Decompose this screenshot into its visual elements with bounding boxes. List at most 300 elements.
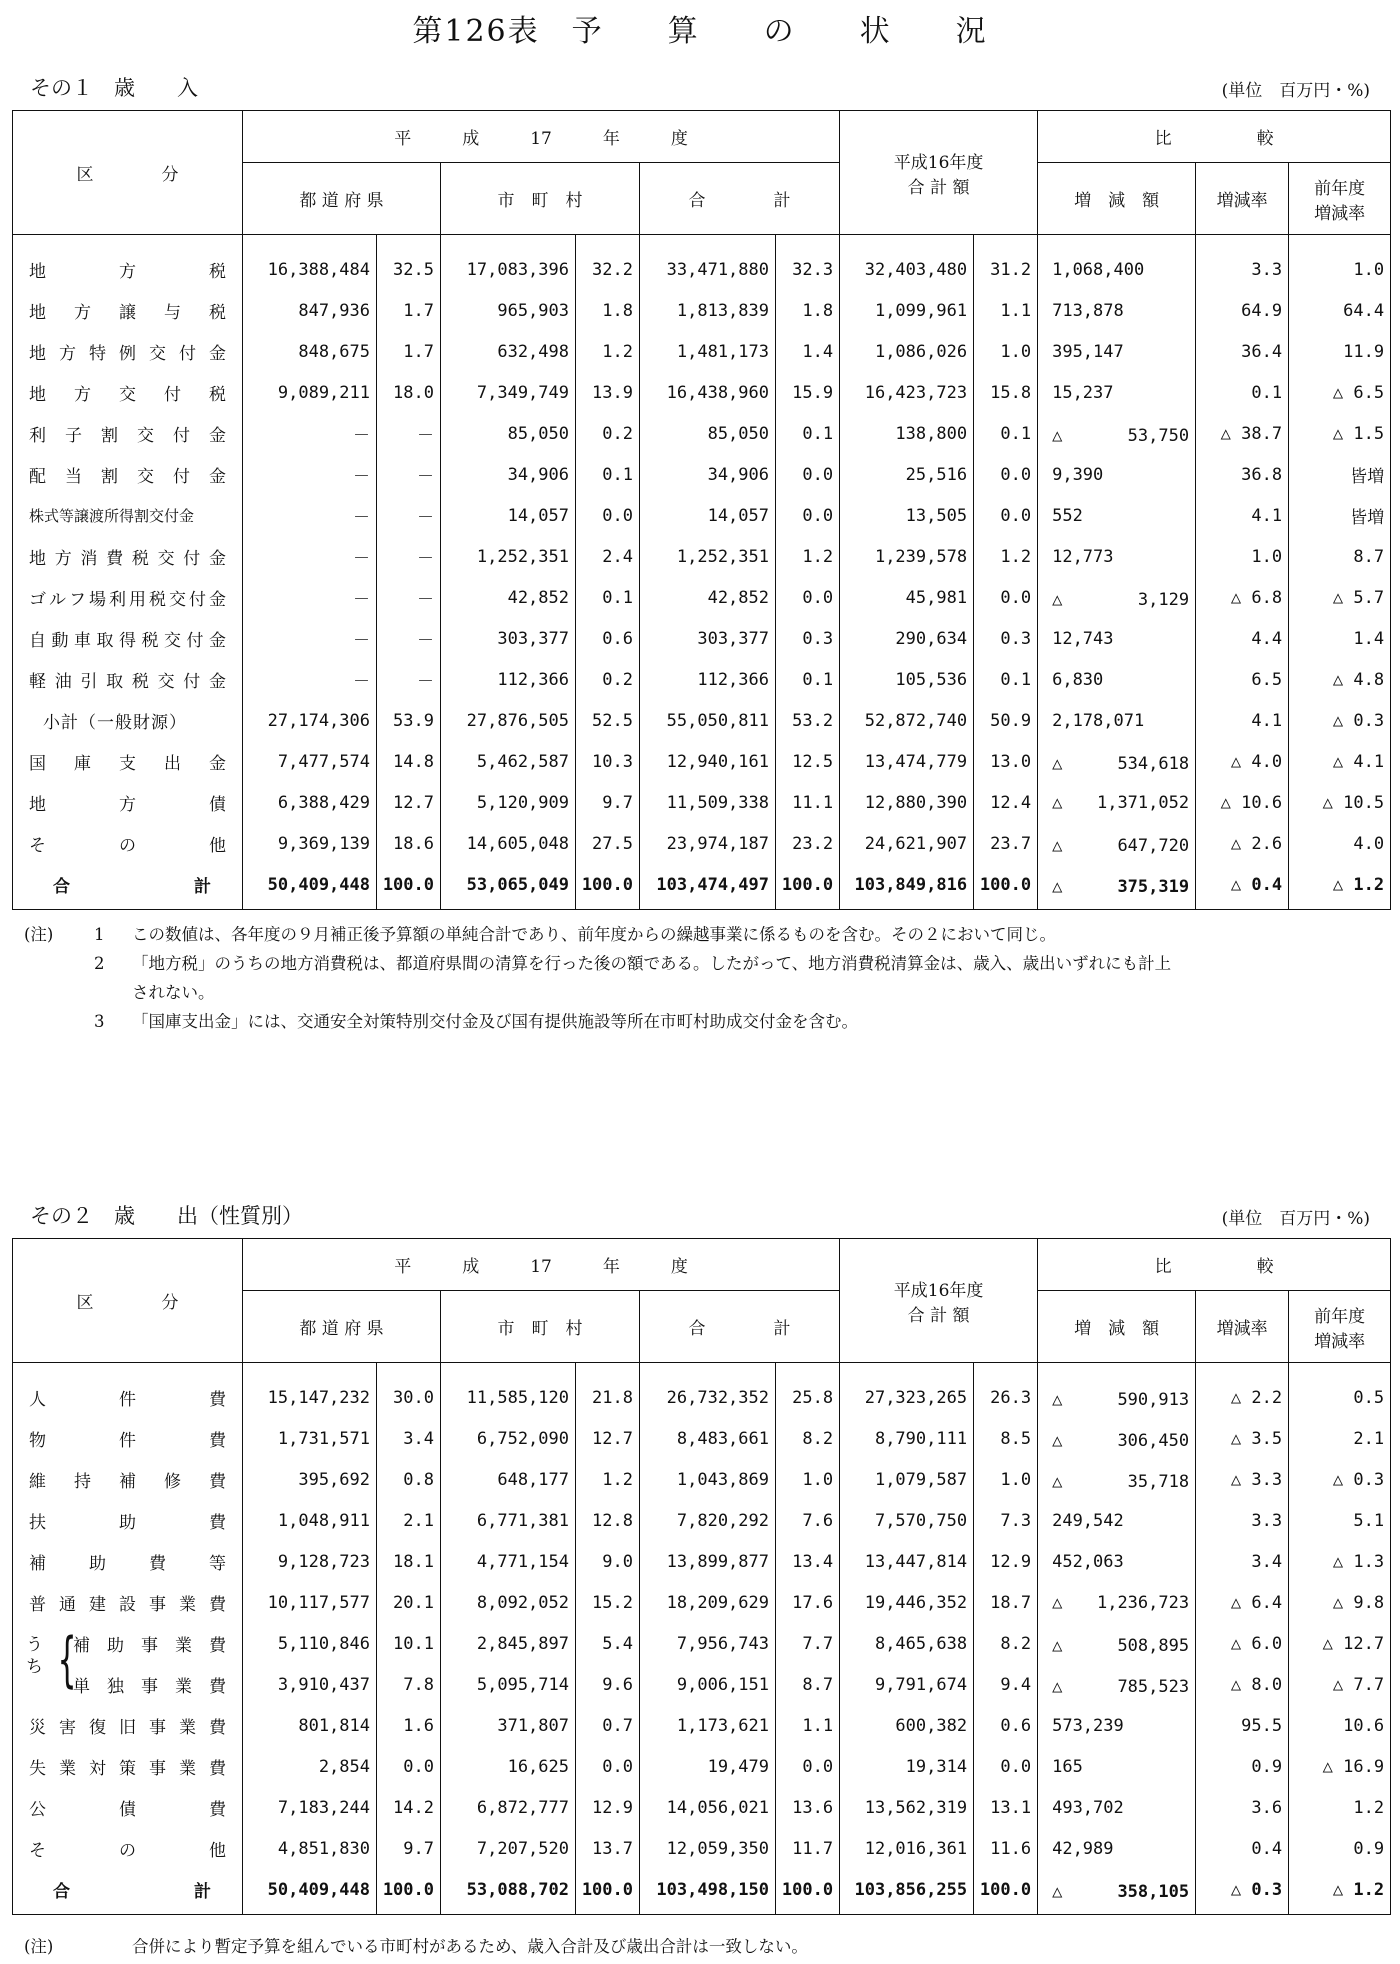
cell: 14.8	[377, 741, 441, 782]
part2-subtitle: その２ 歳 出（性質別）	[30, 1204, 303, 1228]
table-row	[13, 618, 1391, 659]
cell: 18.6	[377, 823, 441, 864]
cell: 1.7	[377, 331, 441, 372]
cell: 4.1	[1196, 700, 1289, 741]
header-zennendo	[1289, 1291, 1391, 1363]
row-label: 国庫支出金	[13, 741, 243, 782]
row-label: 公債費	[13, 1787, 243, 1828]
cell: 5.1	[1289, 1500, 1391, 1541]
cell: 23,974,187	[640, 823, 776, 864]
note-marker: (注)	[24, 925, 54, 944]
note-row	[24, 978, 1392, 1007]
cell: 6,771,381	[441, 1500, 576, 1541]
cell: 13.9	[576, 372, 640, 413]
cell: 1.2	[974, 536, 1038, 577]
row-label: 人件費	[13, 1363, 243, 1419]
cell: 18,209,629	[640, 1582, 776, 1623]
note-text: 「国庫支出金」には、交通安全対策特別交付金及び国有提供施設等所在市町村助成交付金を含む。	[132, 1012, 858, 1031]
row-label: 補助事業費	[13, 1623, 243, 1664]
cell: 25.8	[776, 1363, 840, 1419]
cell: 1.2	[776, 536, 840, 577]
table-row	[13, 577, 1391, 618]
cell: 1,086,026	[840, 331, 974, 372]
cell: △ 647,720	[1038, 823, 1196, 864]
cell: 0.3	[776, 618, 840, 659]
cell: △ 1.3	[1289, 1541, 1391, 1582]
cell: 303,377	[441, 618, 576, 659]
cell: △ 508,895	[1038, 1623, 1196, 1664]
cell: 8,465,638	[840, 1623, 974, 1664]
header-zennendo-line1: 前年度	[1314, 1306, 1366, 1327]
table-row	[13, 1828, 1391, 1869]
cell: 13.7	[576, 1828, 640, 1869]
cell: 13.6	[776, 1787, 840, 1828]
header-zennendo-line2: 増減率	[1314, 1331, 1366, 1352]
cell: 8,790,111	[840, 1418, 974, 1459]
cell: 0.1	[974, 659, 1038, 700]
cell: 19,314	[840, 1746, 974, 1787]
cell: 0.2	[576, 659, 640, 700]
cell: 15.8	[974, 372, 1038, 413]
cell: 50.9	[974, 700, 1038, 741]
cell: 112,366	[640, 659, 776, 700]
cell: 1.2	[576, 1459, 640, 1500]
cell: 4,771,154	[441, 1541, 576, 1582]
note-text: されない。	[132, 983, 215, 1002]
cell: △ 0.4	[1196, 864, 1289, 910]
table-row	[13, 1705, 1391, 1746]
note-marker	[24, 949, 94, 978]
header-zennendo	[1289, 163, 1391, 235]
table-row	[13, 536, 1391, 577]
cell: 0.0	[776, 577, 840, 618]
cell: 11.7	[776, 1828, 840, 1869]
cell: 23.7	[974, 823, 1038, 864]
cell: 4,851,830	[243, 1828, 377, 1869]
cell: 7.6	[776, 1500, 840, 1541]
cell: 2.4	[576, 536, 640, 577]
cell: 290,634	[840, 618, 974, 659]
row-label: 失業対策事業費	[13, 1746, 243, 1787]
cell: 12,940,161	[640, 741, 776, 782]
cell: 103,474,497	[640, 864, 776, 910]
cell: 9.7	[377, 1828, 441, 1869]
cell: 15,237	[1038, 372, 1196, 413]
cell: 112,366	[441, 659, 576, 700]
cell: 17.6	[776, 1582, 840, 1623]
cell: 13,505	[840, 495, 974, 536]
cell: 7,207,520	[441, 1828, 576, 1869]
cell: 12.9	[974, 1541, 1038, 1582]
cell: 25,516	[840, 454, 974, 495]
expenditure-table	[12, 1238, 1391, 1915]
cell: △ 12.7	[1289, 1623, 1391, 1664]
cell: 8.2	[974, 1623, 1038, 1664]
cell: △ 2.6	[1196, 823, 1289, 864]
cell: 32,403,480	[840, 235, 974, 291]
cell: 30.0	[377, 1363, 441, 1419]
row-label: ゴルフ場利用税交付金	[13, 577, 243, 618]
cell: 3,910,437	[243, 1664, 377, 1705]
cell: 27,323,265	[840, 1363, 974, 1419]
header-pref: 都 道 府 県	[243, 1291, 441, 1363]
cell: －	[243, 495, 377, 536]
cell: △ 0.3	[1196, 1869, 1289, 1915]
cell: 0.3	[974, 618, 1038, 659]
cell: △ 38.7	[1196, 413, 1289, 454]
cell: △ 6.4	[1196, 1582, 1289, 1623]
table-row	[13, 235, 1391, 291]
cell: △ 358,105	[1038, 1869, 1196, 1915]
cell: 1.2	[1289, 1787, 1391, 1828]
cell: △ 3,129	[1038, 577, 1196, 618]
uchi-label	[26, 1634, 43, 1678]
cell: 2,845,897	[441, 1623, 576, 1664]
header-zennendo-line2: 増減率	[1314, 203, 1366, 224]
table-row	[13, 1623, 1391, 1664]
cell: 105,536	[840, 659, 974, 700]
table-row	[13, 413, 1391, 454]
cell: 0.0	[974, 1746, 1038, 1787]
cell: 34,906	[640, 454, 776, 495]
cell: 53.2	[776, 700, 840, 741]
cell: 4.1	[1196, 495, 1289, 536]
cell: 7,183,244	[243, 1787, 377, 1828]
row-label: その他	[13, 823, 243, 864]
cell: 9,089,211	[243, 372, 377, 413]
cell: 1.1	[974, 290, 1038, 331]
cell: 1.0	[1289, 235, 1391, 291]
cell: 15,147,232	[243, 1363, 377, 1419]
header-zogenritsu: 増減率	[1196, 163, 1289, 235]
cell: 1.8	[576, 290, 640, 331]
cell: 4.4	[1196, 618, 1289, 659]
cell: 9.0	[576, 1541, 640, 1582]
cell: 8.2	[776, 1418, 840, 1459]
cell: △ 785,523	[1038, 1664, 1196, 1705]
row-label: 扶助費	[13, 1500, 243, 1541]
cell: 103,849,816	[840, 864, 974, 910]
cell: 10.6	[1289, 1705, 1391, 1746]
cell: 0.8	[377, 1459, 441, 1500]
cell: △ 1.2	[1289, 1869, 1391, 1915]
cell: 12,743	[1038, 618, 1196, 659]
row-label: 地方交付税	[13, 372, 243, 413]
cell: 31.2	[974, 235, 1038, 291]
cell: △ 3.5	[1196, 1418, 1289, 1459]
cell: △ 590,913	[1038, 1363, 1196, 1419]
note-text: 合併により暫定予算を組んでいる市町村があるため、歳入合計及び歳出合計は一致しない。	[132, 1937, 808, 1956]
header-h17: 平 成 17 年 度	[243, 111, 840, 163]
cell: 848,675	[243, 331, 377, 372]
cell: 9,128,723	[243, 1541, 377, 1582]
cell: 8.7	[1289, 536, 1391, 577]
cell: 8.5	[974, 1418, 1038, 1459]
cell: 14.2	[377, 1787, 441, 1828]
cell: 395,692	[243, 1459, 377, 1500]
table-row-total	[13, 1869, 1391, 1915]
cell: 100.0	[974, 1869, 1038, 1915]
table-row	[13, 1582, 1391, 1623]
cell: 11,585,120	[441, 1363, 576, 1419]
cell: 16,438,960	[640, 372, 776, 413]
cell: 12,880,390	[840, 782, 974, 823]
row-label: 軽油引取税交付金	[13, 659, 243, 700]
cell: 3.4	[1196, 1541, 1289, 1582]
header-muni: 市 町 村	[441, 1291, 640, 1363]
table-row	[13, 823, 1391, 864]
cell: 6,872,777	[441, 1787, 576, 1828]
table-row	[13, 454, 1391, 495]
cell: 26,732,352	[640, 1363, 776, 1419]
table-row	[13, 290, 1391, 331]
cell: 0.5	[1289, 1363, 1391, 1419]
cell: 10.3	[576, 741, 640, 782]
table-row	[13, 1363, 1391, 1419]
cell: 1.0	[776, 1459, 840, 1500]
header-h17: 平 成 17 年 度	[243, 1239, 840, 1291]
cell: 7.3	[974, 1500, 1038, 1541]
cell: 0.0	[776, 495, 840, 536]
table-row	[13, 1787, 1391, 1828]
cell: －	[377, 413, 441, 454]
cell: 7,349,749	[441, 372, 576, 413]
row-label: 利子割交付金	[13, 413, 243, 454]
cell: 103,498,150	[640, 1869, 776, 1915]
cell: 18.1	[377, 1541, 441, 1582]
cell: 34,906	[441, 454, 576, 495]
cell: 8,483,661	[640, 1418, 776, 1459]
note-number	[94, 978, 132, 1007]
row-label: 地方税	[13, 235, 243, 291]
header-zogen: 増 減 額	[1038, 163, 1196, 235]
cell: 53.9	[377, 700, 441, 741]
table-row	[13, 741, 1391, 782]
cell: 7,477,574	[243, 741, 377, 782]
cell: 452,063	[1038, 1541, 1196, 1582]
cell: 12.7	[576, 1418, 640, 1459]
cell: 36.4	[1196, 331, 1289, 372]
cell: 0.0	[974, 577, 1038, 618]
cell: 7,820,292	[640, 1500, 776, 1541]
cell: 100.0	[776, 864, 840, 910]
cell: 100.0	[576, 864, 640, 910]
cell: 16,625	[441, 1746, 576, 1787]
cell: 100.0	[776, 1869, 840, 1915]
table-row	[13, 372, 1391, 413]
cell: 32.5	[377, 235, 441, 291]
cell: 0.1	[576, 454, 640, 495]
cell: △ 306,450	[1038, 1418, 1196, 1459]
table-row	[13, 331, 1391, 372]
cell: 12.9	[576, 1787, 640, 1828]
cell: 12.5	[776, 741, 840, 782]
cell: －	[243, 577, 377, 618]
table-row	[13, 1500, 1391, 1541]
cell: △ 1.2	[1289, 864, 1391, 910]
header-h16-line2: 合 計 額	[907, 177, 970, 198]
note-row	[24, 949, 1392, 978]
cell: 19,479	[640, 1746, 776, 1787]
cell: 11.9	[1289, 331, 1391, 372]
note-number: 1	[94, 925, 105, 944]
row-label: 地方譲与税	[13, 290, 243, 331]
cell: －	[243, 659, 377, 700]
page-title: 第126表 予 算 の 状 況	[412, 14, 988, 49]
table-row	[13, 495, 1391, 536]
cell: 11,509,338	[640, 782, 776, 823]
header-total: 合 計	[640, 1291, 840, 1363]
cell: △ 53,750	[1038, 413, 1196, 454]
cell: △ 1.5	[1289, 413, 1391, 454]
cell: 10,117,577	[243, 1582, 377, 1623]
table-row	[13, 1664, 1391, 1705]
cell: 249,542	[1038, 1500, 1196, 1541]
cell: 6.5	[1196, 659, 1289, 700]
cell: 493,702	[1038, 1787, 1196, 1828]
cell: 3.4	[377, 1418, 441, 1459]
part2-unit: (単位 百万円・%)	[1221, 1209, 1370, 1229]
table-row-total	[13, 864, 1391, 910]
cell: 847,936	[243, 290, 377, 331]
cell: △ 6.8	[1196, 577, 1289, 618]
cell: 6,752,090	[441, 1418, 576, 1459]
note-number: 3	[94, 1012, 105, 1031]
cell: －	[377, 659, 441, 700]
cell: 0.1	[576, 577, 640, 618]
cell: 303,377	[640, 618, 776, 659]
cell: △ 3.3	[1196, 1459, 1289, 1500]
header-h16-line1: 平成16年度	[893, 152, 984, 173]
cell: 15.9	[776, 372, 840, 413]
cell: 1,252,351	[441, 536, 576, 577]
header-kubun: 区 分	[13, 1239, 243, 1363]
cell: 1,731,571	[243, 1418, 377, 1459]
cell: △ 375,319	[1038, 864, 1196, 910]
cell: △ 8.0	[1196, 1664, 1289, 1705]
cell: 5,462,587	[441, 741, 576, 782]
cell: 1,252,351	[640, 536, 776, 577]
cell: 0.0	[974, 454, 1038, 495]
cell: △ 4.8	[1289, 659, 1391, 700]
header-h16	[840, 111, 1038, 235]
cell: 5,095,714	[441, 1664, 576, 1705]
cell: 13.1	[974, 1787, 1038, 1828]
cell: 100.0	[377, 864, 441, 910]
cell: △ 7.7	[1289, 1664, 1391, 1705]
row-label: 物件費	[13, 1418, 243, 1459]
cell: 32.3	[776, 235, 840, 291]
cell: 0.9	[1289, 1828, 1391, 1869]
cell: 64.4	[1289, 290, 1391, 331]
cell: △ 0.3	[1289, 1459, 1391, 1500]
cell: 24,621,907	[840, 823, 974, 864]
table-row	[13, 1459, 1391, 1500]
note-text: 「地方税」のうちの地方消費税は、都道府県間の清算を行った後の額である。したがって、地方消費税清算金は、歳入、歳出いずれにも計上	[132, 954, 1172, 973]
cell: 1,813,839	[640, 290, 776, 331]
cell: 32.2	[576, 235, 640, 291]
cell: 42,852	[640, 577, 776, 618]
cell: 7,570,750	[840, 1500, 974, 1541]
row-label: その他	[13, 1828, 243, 1869]
cell: 801,814	[243, 1705, 377, 1746]
part1-subtitle: その１ 歳 入	[30, 76, 198, 100]
cell: 0.1	[776, 659, 840, 700]
cell: 165	[1038, 1746, 1196, 1787]
cell: 0.2	[576, 413, 640, 454]
cell: 0.6	[974, 1705, 1038, 1746]
cell: －	[377, 577, 441, 618]
cell: 1,048,911	[243, 1500, 377, 1541]
cell: 5,120,909	[441, 782, 576, 823]
cell: 42,989	[1038, 1828, 1196, 1869]
cell: 14,605,048	[441, 823, 576, 864]
cell: 4.0	[1289, 823, 1391, 864]
note-number: 2	[94, 954, 105, 973]
cell: 1.0	[1196, 536, 1289, 577]
cell: 2.1	[1289, 1418, 1391, 1459]
cell: 53,088,702	[441, 1869, 576, 1915]
cell: 50,409,448	[243, 1869, 377, 1915]
cell: 13,562,319	[840, 1787, 974, 1828]
cell: 11.6	[974, 1828, 1038, 1869]
cell: 9,791,674	[840, 1664, 974, 1705]
cell: 1.1	[776, 1705, 840, 1746]
cell: 3.6	[1196, 1787, 1289, 1828]
cell: 52,872,740	[840, 700, 974, 741]
header-zogen: 増 減 額	[1038, 1291, 1196, 1363]
row-label: 単独事業費	[13, 1664, 243, 1705]
cell: 371,807	[441, 1705, 576, 1746]
cell: 9,006,151	[640, 1664, 776, 1705]
cell: 632,498	[441, 331, 576, 372]
cell: 0.1	[776, 413, 840, 454]
cell: 1,079,587	[840, 1459, 974, 1500]
cell: 965,903	[441, 290, 576, 331]
cell: 17,083,396	[441, 235, 576, 291]
note-row	[24, 1007, 1392, 1036]
cell: 8,092,052	[441, 1582, 576, 1623]
cell: 12.4	[974, 782, 1038, 823]
cell: 713,878	[1038, 290, 1196, 331]
cell: 27,174,306	[243, 700, 377, 741]
row-label: 配当割交付金	[13, 454, 243, 495]
cell: 138,800	[840, 413, 974, 454]
cell: 100.0	[377, 1869, 441, 1915]
cell: △ 9.8	[1289, 1582, 1391, 1623]
cell: 0.0	[776, 454, 840, 495]
cell: －	[377, 536, 441, 577]
row-label: 合計	[13, 1869, 243, 1915]
cell: 1,043,869	[640, 1459, 776, 1500]
cell: 26.3	[974, 1363, 1038, 1419]
cell: 1.4	[1289, 618, 1391, 659]
cell: －	[243, 536, 377, 577]
cell: 0.0	[576, 1746, 640, 1787]
cell: 0.7	[576, 1705, 640, 1746]
cell: 18.7	[974, 1582, 1038, 1623]
cell: 95.5	[1196, 1705, 1289, 1746]
cell: 27,876,505	[441, 700, 576, 741]
cell: 5.4	[576, 1623, 640, 1664]
cell: 12,773	[1038, 536, 1196, 577]
note-marker	[24, 978, 94, 1007]
header-kubun: 区 分	[13, 111, 243, 235]
cell: 1.2	[576, 331, 640, 372]
row-label: 地方消費税交付金	[13, 536, 243, 577]
cell: 12,059,350	[640, 1828, 776, 1869]
row-label: 合計	[13, 864, 243, 910]
